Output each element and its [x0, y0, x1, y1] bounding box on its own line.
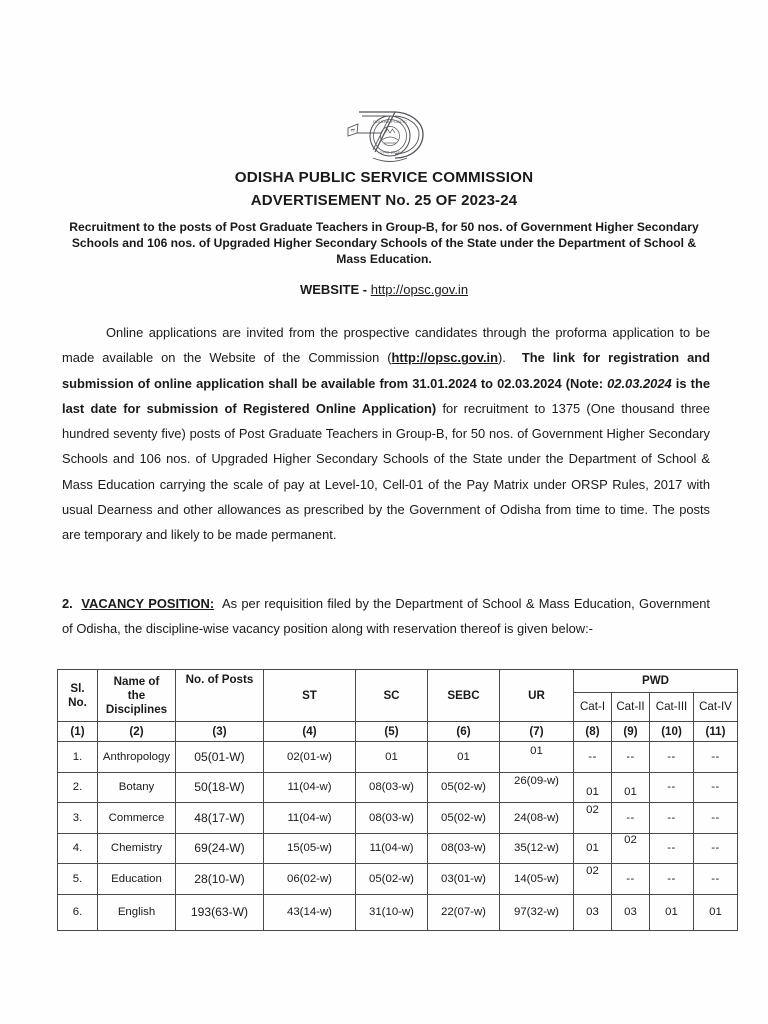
colnum-6: (6)	[428, 722, 500, 742]
colnum-5: (5)	[356, 722, 428, 742]
table-row	[58, 864, 738, 895]
header-cat-1: Cat-I	[574, 693, 612, 722]
cell-no-of-posts: 50(18-W)	[176, 772, 264, 803]
recruitment-subtitle: Recruitment to the posts of Post Graduate Teachers in Group-B, for 50 nos. of Government Higher Secondary Schools and 106 nos. of Upgraded Higher Secondary Schools of the State under the Department of School & Mass Education.	[69, 220, 699, 267]
cell-st: 11(04-w)	[264, 772, 356, 803]
cell-pwd-cat2-value: 01	[624, 786, 637, 799]
table-row	[58, 772, 738, 803]
cell-discipline: English	[98, 894, 176, 930]
header-cat-3: Cat-III	[650, 693, 694, 722]
odisha-75-anniversary-emblem-icon	[335, 100, 433, 168]
cell-no-of-posts: 193(63-W)	[176, 894, 264, 930]
cell-sebc: 01	[428, 742, 500, 773]
cell-pwd-cat1	[574, 864, 612, 895]
header-name-line2: the	[127, 688, 146, 702]
inline-website-url[interactable]: http://opsc.gov.in	[391, 350, 499, 366]
cell-pwd-cat1-value: 02	[586, 864, 599, 877]
cell-no-of-posts: 28(10-W)	[176, 864, 264, 895]
cell-pwd-cat2: --	[612, 742, 650, 773]
cell-sc: 08(03-w)	[356, 803, 428, 834]
cell-pwd-cat1-value: 02	[586, 803, 599, 816]
cell-pwd-cat3: --	[650, 772, 694, 803]
cell-sc: 08(03-w)	[356, 772, 428, 803]
advertisement-title: ADVERTISEMENT No. 25 OF 2023-24	[250, 192, 518, 209]
intro-text-segment-2: ).	[498, 350, 506, 366]
cell-pwd-cat1: --	[574, 742, 612, 773]
cell-pwd-cat1-value: 01	[586, 786, 599, 799]
table-row	[58, 803, 738, 834]
intro-bold-segment-2: is the last date for submission of Registered Online Application)	[62, 375, 710, 416]
emblem-container	[0, 100, 768, 173]
svg-text:75: 75	[350, 128, 355, 133]
header-no-of-posts: No. of Posts	[176, 670, 264, 722]
organization-title: ODISHA PUBLIC SERVICE COMMISSION	[234, 169, 534, 186]
website-url-link[interactable]: http://opsc.gov.in	[370, 282, 469, 297]
cell-ur: 35(12-w)	[500, 833, 574, 864]
cell-discipline: Chemistry	[98, 833, 176, 864]
intro-text-segment-3: for recruitment to 1375 (One thousand three hundred seventy five) posts of Post Graduate Teachers in Group-B, for 50 nos. of Government Higher Secondary Schools and 106 nos. of Upgraded Higher Secondary Schools of the State under the Department of School & Mass Education carrying the scale of pay at Level-10, Cell-01 of the Pay Matrix under ORSP Rules, 2017 with usual Dearness and other allowances as prescribed by the Government of Odisha from time to time. The posts are temporary and likely to be made permanent.	[62, 400, 711, 543]
colnum-3: (3)	[176, 722, 264, 742]
vacancy-position-text: As per requisition filed by the Department of School & Mass Education, Government of Odisha, the discipline-wise vacancy position along with reservation thereof is given below:-	[62, 596, 710, 637]
cell-ur-value: 01	[530, 744, 543, 757]
header-sebc: SEBC	[428, 670, 500, 722]
cell-sc: 31(10-w)	[356, 894, 428, 930]
cell-sl-no: 5.	[58, 864, 98, 895]
header-discipline-name	[98, 670, 176, 722]
cell-sl-no: 4.	[58, 833, 98, 864]
cell-pwd-cat1	[574, 772, 612, 803]
cell-ur: 14(05-w)	[500, 864, 574, 895]
intro-bold-segment-1: The link for registration and submission of online application shall be available from 31.01.2024 to 02.03.2024 (Note:	[62, 350, 710, 391]
cell-sl-no: 2.	[58, 772, 98, 803]
cell-pwd-cat4: --	[694, 772, 738, 803]
svg-text:1949-2024: 1949-2024	[380, 150, 400, 155]
colnum-9: (9)	[612, 722, 650, 742]
header-sl-no	[58, 670, 98, 722]
header-cat-4: Cat-IV	[694, 693, 738, 722]
cell-pwd-cat1: 01	[574, 833, 612, 864]
colnum-1: (1)	[58, 722, 98, 742]
intro-paragraph	[62, 320, 710, 548]
cell-pwd-cat3: --	[650, 742, 694, 773]
header-cat-2: Cat-II	[612, 693, 650, 722]
cell-pwd-cat2	[612, 772, 650, 803]
cell-st: 11(04-w)	[264, 803, 356, 834]
last-date-emphasis: 02.03.2024	[607, 375, 672, 391]
header-sl-no-line1: Sl.	[70, 681, 85, 695]
header-sl-no-line2: No.	[68, 695, 87, 709]
cell-pwd-cat2-value: 02	[624, 834, 637, 847]
table-row	[58, 833, 738, 864]
cell-pwd-cat1: 03	[574, 894, 612, 930]
header-st: ST	[264, 670, 356, 722]
header-ur: UR	[500, 670, 574, 722]
cell-st: 06(02-w)	[264, 864, 356, 895]
section-number: 2.	[62, 596, 73, 611]
cell-sl-no: 3.	[58, 803, 98, 834]
cell-sc: 01	[356, 742, 428, 773]
cell-discipline: Anthropology	[98, 742, 176, 773]
cell-st: 43(14-w)	[264, 894, 356, 930]
cell-pwd-cat3: --	[650, 864, 694, 895]
colnum-10: (10)	[650, 722, 694, 742]
intro-text-segment-1: Online applications are invited from the prospective candidates through the proforma application to be made available on the Website of the Commission (	[62, 325, 710, 366]
cell-pwd-cat4: --	[694, 864, 738, 895]
cell-pwd-cat4: --	[694, 742, 738, 773]
cell-sc: 05(02-w)	[356, 864, 428, 895]
cell-pwd-cat2	[612, 833, 650, 864]
header-name-line3: Disciplines	[105, 702, 168, 716]
cell-sc: 11(04-w)	[356, 833, 428, 864]
header-sc: SC	[356, 670, 428, 722]
cell-sl-no: 6.	[58, 894, 98, 930]
cell-pwd-cat2: --	[612, 864, 650, 895]
cell-sebc: 05(02-w)	[428, 772, 500, 803]
website-line	[0, 282, 768, 297]
cell-sl-no: 1.	[58, 742, 98, 773]
table-column-number-row	[58, 722, 738, 742]
svg-text:ODISHA PUBLIC: ODISHA PUBLIC	[372, 119, 408, 124]
table-row	[58, 742, 738, 773]
header-name-line1: Name of	[113, 674, 160, 688]
cell-no-of-posts: 05(01-W)	[176, 742, 264, 773]
colnum-7: (7)	[500, 722, 574, 742]
website-label: WEBSITE -	[299, 282, 368, 297]
cell-ur	[500, 772, 574, 803]
table-header-row-main	[58, 670, 738, 693]
colnum-4: (4)	[264, 722, 356, 742]
cell-ur-value: 26(09-w)	[514, 775, 559, 788]
colnum-8: (8)	[574, 722, 612, 742]
cell-ur: 97(32-w)	[500, 894, 574, 930]
cell-sebc: 03(01-w)	[428, 864, 500, 895]
vacancy-position-table	[57, 669, 738, 931]
cell-st: 02(01-w)	[264, 742, 356, 773]
header-pwd: PWD	[574, 670, 738, 693]
cell-sebc: 05(02-w)	[428, 803, 500, 834]
cell-pwd-cat4: --	[694, 833, 738, 864]
cell-no-of-posts: 69(24-W)	[176, 833, 264, 864]
cell-discipline: Commerce	[98, 803, 176, 834]
cell-no-of-posts: 48(17-W)	[176, 803, 264, 834]
cell-sebc: 08(03-w)	[428, 833, 500, 864]
cell-pwd-cat2: 03	[612, 894, 650, 930]
vacancy-position-paragraph	[62, 591, 710, 642]
cell-pwd-cat2: --	[612, 803, 650, 834]
colnum-2: (2)	[98, 722, 176, 742]
vacancy-position-heading: VACANCY POSITION:	[81, 596, 215, 611]
cell-ur	[500, 742, 574, 773]
table-row	[58, 894, 738, 930]
cell-pwd-cat3: --	[650, 803, 694, 834]
cell-pwd-cat4: --	[694, 803, 738, 834]
cell-st: 15(05-w)	[264, 833, 356, 864]
cell-discipline: Botany	[98, 772, 176, 803]
cell-pwd-cat3: --	[650, 833, 694, 864]
cell-pwd-cat3: 01	[650, 894, 694, 930]
colnum-11: (11)	[694, 722, 738, 742]
cell-pwd-cat1	[574, 803, 612, 834]
cell-ur: 24(08-w)	[500, 803, 574, 834]
cell-discipline: Education	[98, 864, 176, 895]
cell-pwd-cat4: 01	[694, 894, 738, 930]
cell-sebc: 22(07-w)	[428, 894, 500, 930]
